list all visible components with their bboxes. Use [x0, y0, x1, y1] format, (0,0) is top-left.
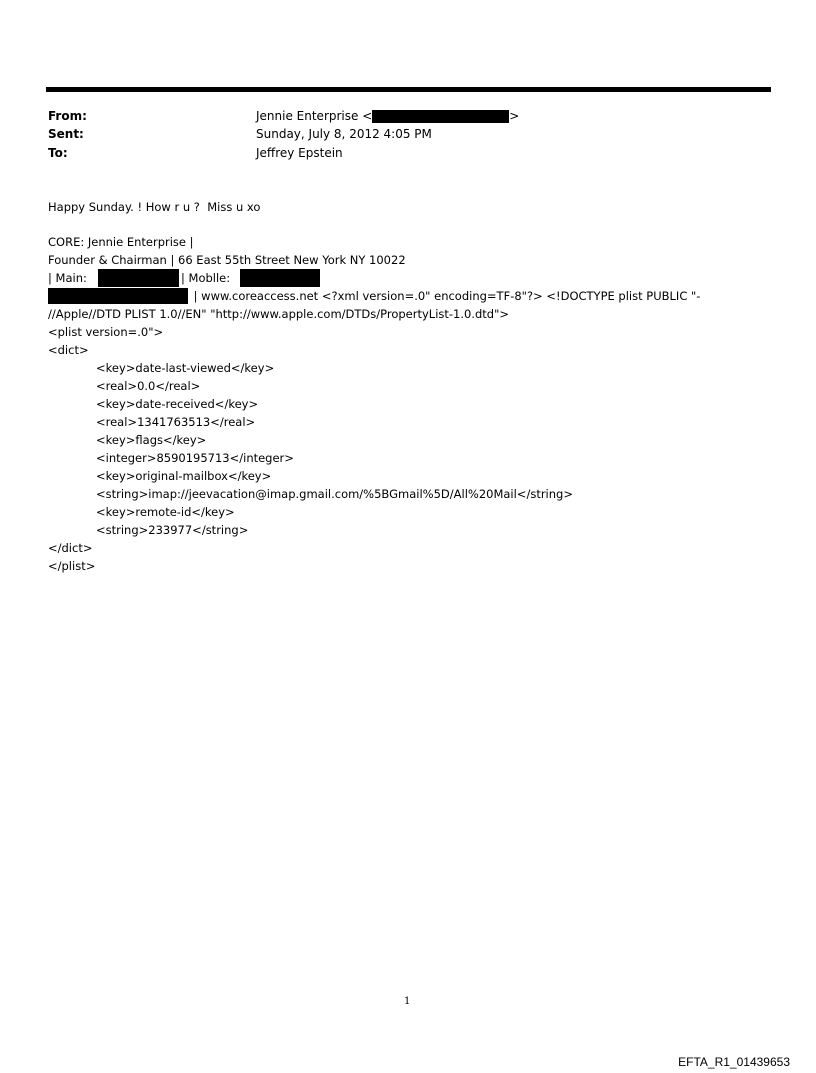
from-label: From:	[48, 109, 87, 123]
redaction-bar	[48, 288, 188, 304]
dict-item: <string>233977</string>	[96, 523, 249, 537]
page-number: 1	[404, 996, 411, 1007]
plist-closing-line: </dict>	[48, 541, 93, 555]
dict-item: <string>imap://jeevacation@imap.gmail.com/%5BGmail%5D/All%20Mail</string>	[96, 487, 573, 501]
signature-line-2: Founder & Chairman | 66 East 55th Street New York NY 10022	[48, 253, 406, 267]
sent-value: Sunday, July 8, 2012 4:05 PM	[256, 127, 432, 141]
signature-line-4: | www.coreaccess.net <?xml version=.0" encoding=TF-8"?> <!DOCTYPE plist PUBLIC "-	[190, 289, 701, 303]
dict-item: <real>0.0</real>	[96, 379, 201, 393]
from-name: Jennie Enterprise <	[256, 109, 373, 123]
dict-item: <key>date-received</key>	[96, 397, 259, 411]
document-id: EFTA_R1_01439653	[678, 1055, 790, 1069]
dict-item: <key>remote-id</key>	[96, 505, 235, 519]
from-suffix: >	[509, 109, 520, 123]
plist-line: //Apple//DTD PLIST 1.0//EN" "http://www.apple.com/DTDs/PropertyList-1.0.dtd">	[48, 307, 510, 321]
from-value	[256, 108, 519, 124]
to-value: Jeffrey Epstein	[256, 146, 343, 160]
mobile-label: | Moblle:	[181, 271, 231, 285]
plist-closing-line: </plist>	[48, 559, 96, 573]
header-rule	[46, 87, 771, 92]
to-label: To:	[48, 146, 68, 160]
redaction-bar	[98, 269, 179, 287]
sent-label: Sent:	[48, 127, 84, 141]
dict-item: <key>date-last-viewed</key>	[96, 361, 275, 375]
plist-line: <plist version=.0">	[48, 325, 164, 339]
redaction-bar	[372, 110, 509, 123]
redaction-bar	[240, 269, 320, 287]
main-label: | Main:	[48, 271, 87, 285]
signature-line-1: CORE: Jennie Enterprise |	[48, 235, 194, 249]
dict-item: <key>flags</key>	[96, 433, 207, 447]
dict-item: <key>original-mailbox</key>	[96, 469, 272, 483]
dict-item: <integer>8590195713</integer>	[96, 451, 294, 465]
plist-line: <dict>	[48, 343, 89, 357]
dict-item: <real>1341763513</real>	[96, 415, 256, 429]
greeting-text: Happy Sunday. ! How r u ? Miss u xo	[48, 200, 261, 214]
